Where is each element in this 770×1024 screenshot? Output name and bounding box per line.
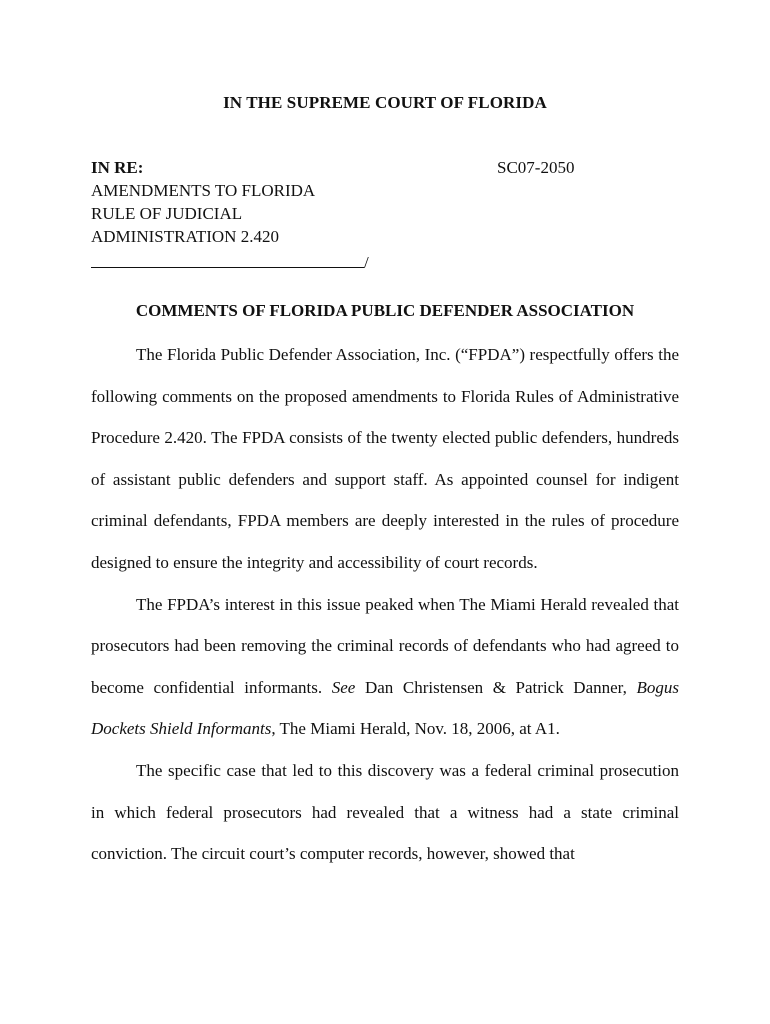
caption-rule-line (91, 251, 369, 274)
caption-line: AMENDMENTS TO FLORIDA (91, 181, 316, 200)
caption-line: RULE OF JUDICIAL (91, 204, 243, 223)
caption-rule-end: / (364, 253, 369, 272)
in-re-label: IN RE: (91, 158, 144, 177)
caption-line: ADMINISTRATION 2.420 (91, 227, 279, 246)
caption-underline (91, 253, 364, 268)
paragraph-2-text-c: , The Miami Herald, Nov. 18, 2006, at A1. (271, 719, 560, 739)
body-text (91, 334, 679, 875)
case-number: SC07-2050 (497, 158, 575, 177)
paragraph-2 (91, 584, 679, 750)
section-heading: COMMENTS OF FLORIDA PUBLIC DEFENDER ASSOCIATION (135, 301, 635, 320)
case-caption (91, 156, 691, 248)
court-title: IN THE SUPREME COURT OF FLORIDA (223, 93, 547, 112)
paragraph-1: The Florida Public Defender Association, Inc. (“FPDA”) respectfully offers the following comments on the proposed amendments to Florida Rules of Administrative Procedure 2.420. The FPDA consists of the twenty elected public defenders, hundreds of assistant public defenders and support staff. As appointed counsel for indigent criminal defendants, FPDA members are deeply interested in the rules of procedure designed to ensure the integrity and accessibility of court records. (91, 345, 679, 572)
paragraph-2-text-a: The FPDA’s interest in this issue peaked when The Miami Herald revealed that prosecutors had been removing the criminal records of defendants who had agreed to become confidential informants. (91, 594, 679, 697)
paragraph-3: The specific case that led to this discovery was a federal criminal prosecution in which federal prosecutors had revealed that a witness had a state criminal conviction. The circuit court’s computer records, however, showed that (91, 760, 679, 864)
citation-signal: See (331, 677, 356, 697)
article-title: Bogus Dockets Shield Informants (91, 677, 679, 739)
paragraph-2-text-b: Dan Christensen & Patrick Danner, (355, 677, 637, 697)
